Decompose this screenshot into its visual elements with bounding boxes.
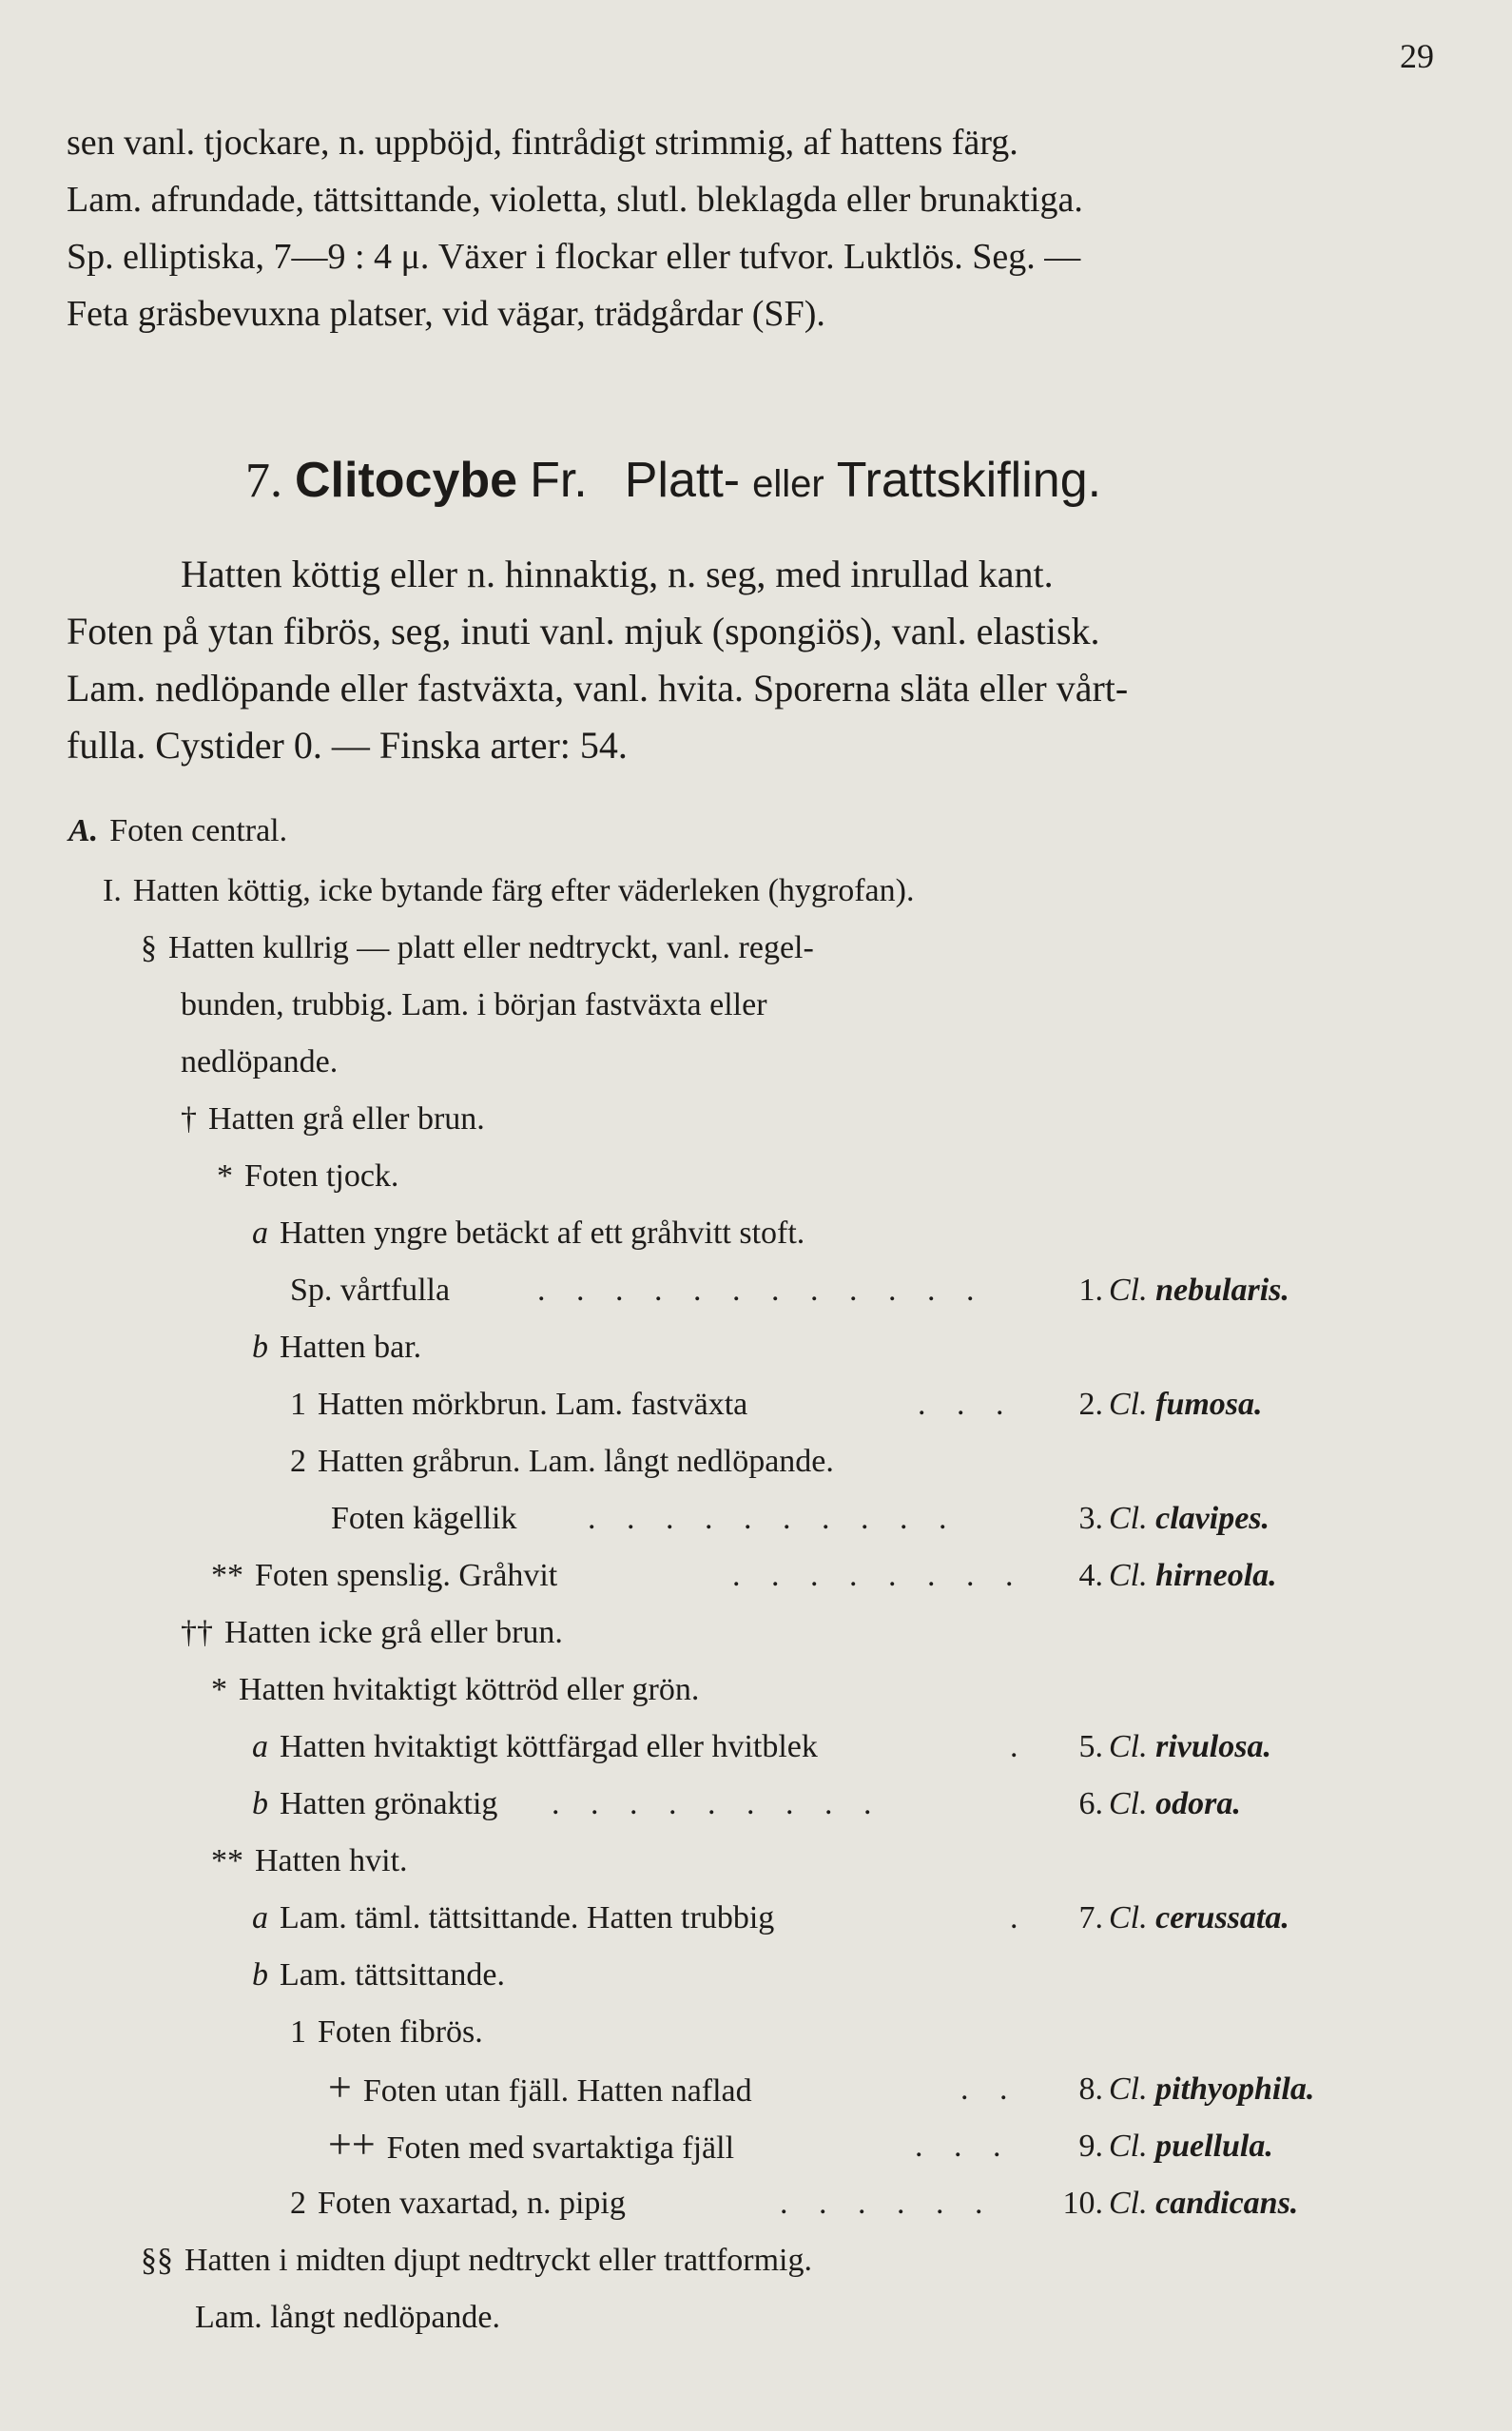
page-number: 29 bbox=[1400, 37, 1434, 75]
key-b4-2 bbox=[290, 2186, 626, 2222]
dagger-marker: † bbox=[181, 1101, 197, 1137]
star-marker: ** bbox=[211, 1843, 243, 1878]
key-b1-2 bbox=[290, 1444, 834, 1480]
key-text: Hatten köttig, icke bytande färg efter väderleken (hygrofan). bbox=[132, 873, 915, 908]
key-b4-1 bbox=[290, 2014, 483, 2051]
species-abbr: Cl. bbox=[1109, 1729, 1148, 1764]
key-marker: I. bbox=[103, 873, 122, 908]
key-b1-1 bbox=[290, 1387, 747, 1423]
star-marker: * bbox=[211, 1672, 227, 1707]
key-b-4 bbox=[252, 1957, 505, 1993]
species-number: 2. bbox=[1078, 1387, 1103, 1422]
dot-leader: . . . . . . . . . bbox=[552, 1786, 883, 1821]
species-number: 9. bbox=[1078, 2129, 1103, 2164]
key-text: Foten med svartaktiga fjäll bbox=[386, 2130, 735, 2166]
plus-marker: ++ bbox=[328, 2121, 376, 2168]
key-a-4 bbox=[252, 1900, 774, 1936]
species-number: 10. bbox=[1062, 2186, 1103, 2221]
dot-leader: . bbox=[1010, 1729, 1030, 1764]
species-entry bbox=[1109, 1501, 1270, 1537]
key-text: Lam. tättsittande. bbox=[280, 1957, 505, 1993]
species-name: candicans. bbox=[1155, 2186, 1299, 2221]
key-text: Hatten kullrig — platt eller nedtryckt, vanl. regel- bbox=[168, 930, 814, 965]
key-text: Foten vaxartad, n. pipig bbox=[318, 2186, 626, 2221]
key-marker: b bbox=[252, 1786, 268, 1821]
key-b-3 bbox=[252, 1786, 497, 1822]
star-marker: ** bbox=[211, 1558, 243, 1593]
key-text: Hatten bar. bbox=[280, 1330, 422, 1365]
key-text: Hatten hvit. bbox=[255, 1843, 408, 1878]
key-text: Lam. täml. tättsittande. Hatten trubbig bbox=[280, 1900, 775, 1935]
intro-line: sen vanl. tjockare, n. uppböjd, fintrådigt strimmig, af hattens färg. bbox=[67, 123, 1018, 163]
species-number: 7. bbox=[1078, 1900, 1103, 1935]
species-abbr: Cl. bbox=[1109, 1273, 1148, 1308]
intro-line: Feta gräsbevuxna platser, vid vägar, trädgårdar (SF). bbox=[67, 294, 825, 334]
species-name: nebularis. bbox=[1155, 1273, 1289, 1308]
key-section-1 bbox=[141, 930, 814, 966]
species-name: clavipes. bbox=[1155, 1501, 1270, 1536]
key-marker: a bbox=[252, 1900, 268, 1935]
key-marker: §§ bbox=[141, 2243, 173, 2278]
key-marker: b bbox=[252, 1957, 268, 1993]
key-I bbox=[103, 873, 914, 909]
intro-line: Sp. elliptiska, 7—9 : 4 μ. Växer i flockar eller tufvor. Luktlös. Seg. — bbox=[67, 237, 1081, 277]
key-text: Lam. långt nedlöpande. bbox=[195, 2300, 501, 2335]
key-marker: a bbox=[252, 1729, 268, 1764]
key-star-4 bbox=[211, 1843, 408, 1879]
species-number: 6. bbox=[1078, 1786, 1103, 1821]
key-text: Hatten yngre betäckt af ett gråhvitt stoft. bbox=[280, 1216, 805, 1251]
key-star-2 bbox=[211, 1558, 557, 1594]
key-text: Foten spenslig. Gråhvit bbox=[255, 1558, 558, 1593]
key-marker: § bbox=[141, 930, 157, 965]
key-text: Foten utan fjäll. Hatten naflad bbox=[362, 2073, 752, 2109]
species-abbr: Cl. bbox=[1109, 1501, 1148, 1536]
genus-heading bbox=[245, 452, 1101, 509]
key-dagger-1 bbox=[181, 1101, 485, 1138]
key-text: Foten central. bbox=[109, 813, 288, 848]
intro-line: Lam. afrundade, tättsittande, violetta, slutl. bleklagda eller brunaktiga. bbox=[67, 180, 1083, 220]
genus-name: Clitocybe bbox=[295, 453, 518, 508]
common-name-2: Trattskifling. bbox=[836, 453, 1102, 508]
species-name: odora. bbox=[1155, 1786, 1241, 1821]
species-abbr: Cl. bbox=[1109, 1900, 1148, 1935]
heading-connector: eller bbox=[752, 463, 824, 505]
dot-leader: . . . bbox=[915, 2129, 1013, 2164]
species-entry bbox=[1109, 1900, 1289, 1936]
dot-leader: . . . . . . . . bbox=[732, 1558, 1025, 1593]
key-section-2 bbox=[141, 2243, 812, 2279]
description-line: Hatten köttig eller n. hinnaktig, n. seg, med inrullad kant. bbox=[181, 553, 1054, 595]
species-entry bbox=[1109, 2071, 1314, 2108]
species-number: 3. bbox=[1078, 1501, 1103, 1536]
key-a-1 bbox=[252, 1216, 804, 1252]
species-entry bbox=[1109, 2186, 1298, 2222]
dot-leader: . . . . . . . . . . . . bbox=[537, 1273, 986, 1308]
key-dagger-2 bbox=[181, 1615, 563, 1651]
species-number: 5. bbox=[1078, 1729, 1103, 1764]
key-text: Hatten i midten djupt nedtryckt eller trattformig. bbox=[184, 2243, 812, 2278]
common-name-1: Platt- bbox=[624, 453, 741, 508]
key-text: nedlöpande. bbox=[181, 1044, 339, 1079]
plus-marker: + bbox=[328, 2064, 352, 2110]
description-line: fulla. Cystider 0. — Finska arter: 54. bbox=[67, 724, 628, 767]
species-abbr: Cl. bbox=[1109, 2186, 1148, 2221]
dot-leader: . . . . . . bbox=[780, 2186, 995, 2221]
species-entry bbox=[1109, 2129, 1273, 2165]
key-text: bunden, trubbig. Lam. i början fastväxta eller bbox=[181, 987, 767, 1022]
key-marker: A. bbox=[68, 813, 99, 848]
species-number: 1. bbox=[1078, 1273, 1103, 1308]
species-name: fumosa. bbox=[1155, 1387, 1263, 1422]
key-star-1 bbox=[217, 1158, 398, 1195]
key-plus-1 bbox=[328, 2064, 752, 2110]
species-abbr: Cl. bbox=[1109, 1786, 1148, 1821]
key-marker: a bbox=[252, 1216, 268, 1251]
key-marker: 2 bbox=[290, 2186, 306, 2221]
species-entry bbox=[1109, 1558, 1277, 1594]
species-number: 8. bbox=[1078, 2071, 1103, 2107]
species-number: 4. bbox=[1078, 1558, 1103, 1593]
dagger-marker: †† bbox=[181, 1615, 213, 1650]
species-name: rivulosa. bbox=[1155, 1729, 1271, 1764]
key-text: Hatten grå eller brun. bbox=[208, 1101, 485, 1137]
key-A bbox=[68, 813, 287, 849]
key-text: Hatten hvitaktigt köttröd eller grön. bbox=[239, 1672, 700, 1707]
species-name: puellula. bbox=[1155, 2129, 1273, 2164]
star-marker: * bbox=[217, 1158, 233, 1194]
key-star-3 bbox=[211, 1672, 699, 1708]
dot-leader: . . bbox=[960, 2071, 1019, 2107]
species-name: pithyophila. bbox=[1155, 2071, 1315, 2107]
description-line: Lam. nedlöpande eller fastväxta, vanl. hvita. Sporerna släta eller vårt- bbox=[67, 667, 1129, 710]
key-marker: 1 bbox=[290, 1387, 306, 1422]
key-text: Foten kägellik bbox=[331, 1501, 517, 1536]
species-name: cerussata. bbox=[1155, 1900, 1289, 1935]
species-entry bbox=[1109, 1273, 1289, 1309]
genus-author: Fr. bbox=[530, 453, 588, 508]
key-marker: 2 bbox=[290, 1444, 306, 1479]
key-text: Hatten gråbrun. Lam. långt nedlöpande. bbox=[318, 1444, 834, 1479]
dot-leader: . . . . . . . . . . bbox=[588, 1501, 959, 1536]
species-entry bbox=[1109, 1729, 1271, 1765]
heading-number: 7. bbox=[245, 454, 282, 508]
key-text: Foten tjock. bbox=[244, 1158, 399, 1194]
key-marker: 1 bbox=[290, 2014, 306, 2050]
key-plus-2 bbox=[328, 2121, 735, 2168]
species-abbr: Cl. bbox=[1109, 1558, 1148, 1593]
key-b-1 bbox=[252, 1330, 421, 1366]
key-text: Sp. vårtfulla bbox=[290, 1273, 451, 1308]
species-name: hirneola. bbox=[1155, 1558, 1277, 1593]
dot-leader: . bbox=[1010, 1900, 1030, 1935]
species-entry bbox=[1109, 1786, 1241, 1822]
dot-leader: . . . bbox=[918, 1387, 1016, 1422]
species-entry bbox=[1109, 1387, 1263, 1423]
key-text: Hatten hvitaktigt köttfärgad eller hvitblek bbox=[280, 1729, 818, 1764]
key-text: Foten fibrös. bbox=[318, 2014, 483, 2050]
description-line: Foten på ytan fibrös, seg, inuti vanl. mjuk (spongiös), vanl. elastisk. bbox=[67, 610, 1100, 652]
key-a-3 bbox=[252, 1729, 818, 1765]
species-abbr: Cl. bbox=[1109, 1387, 1148, 1422]
species-abbr: Cl. bbox=[1109, 2129, 1148, 2164]
species-abbr: Cl. bbox=[1109, 2071, 1148, 2107]
key-text: Hatten icke grå eller brun. bbox=[224, 1615, 563, 1650]
key-text: Hatten mörkbrun. Lam. fastväxta bbox=[318, 1387, 748, 1422]
key-marker: b bbox=[252, 1330, 268, 1365]
key-text: Hatten grönaktig bbox=[280, 1786, 498, 1821]
